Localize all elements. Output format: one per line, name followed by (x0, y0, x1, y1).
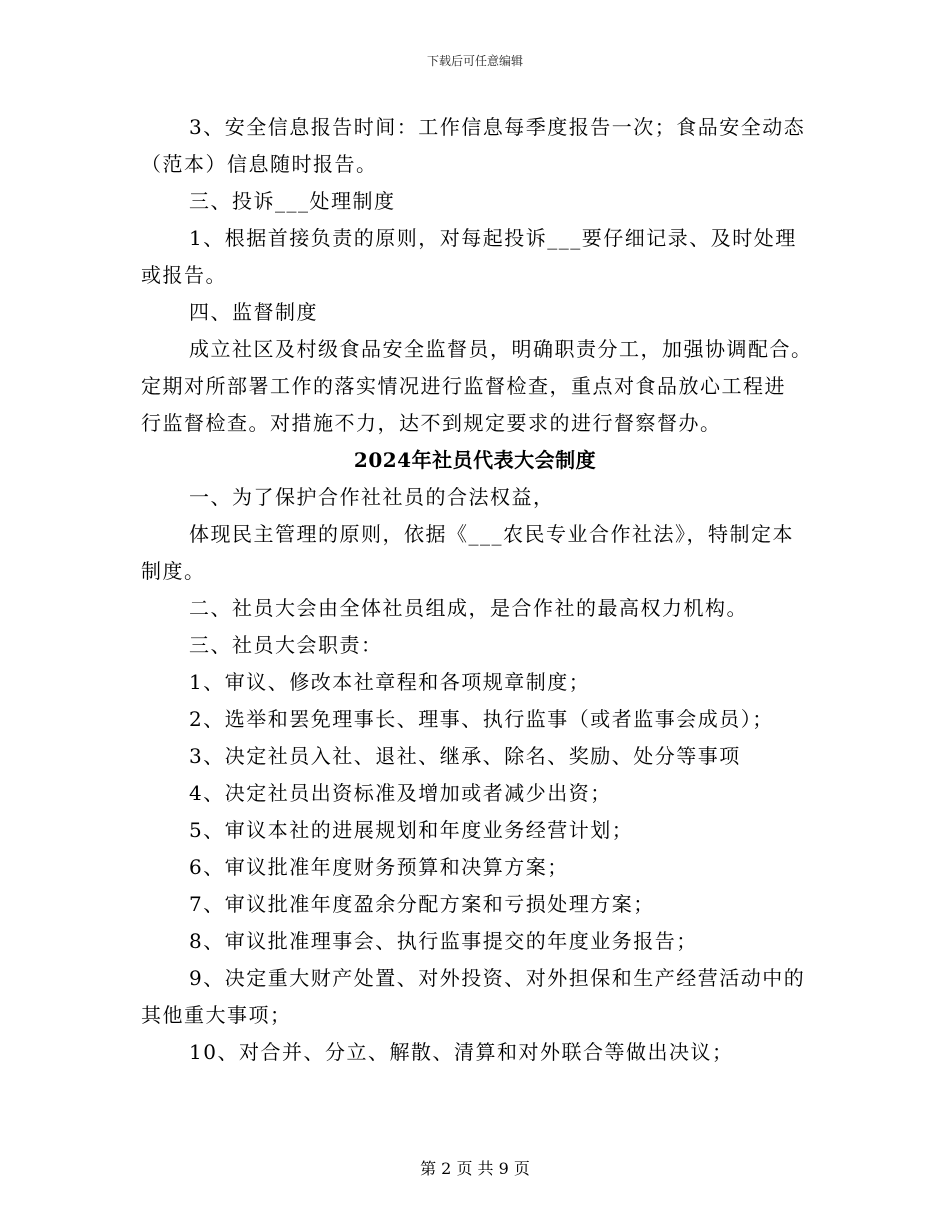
document-title: 2024年社员代表大会制度 (353, 448, 597, 472)
list-item-continuation: 其他重大事项； (141, 1003, 292, 1027)
paragraph-line: 定期对所部署工作的落实情况进行监督检查，重点对食品放心工程进 (141, 374, 786, 398)
paragraph-line: 1、根据首接负责的原则，对每起投诉___要仔细记录、及时处理 (189, 226, 797, 250)
paragraph-line: 体现民主管理的原则，依据《___农民专业合作社法》，特制定本 (189, 522, 794, 546)
paragraph-line: 一、为了保护合作社社员的合法权益， (189, 485, 555, 509)
list-item: 4、决定社员出资标准及增加或者减少出资； (189, 781, 612, 805)
page-number: 第 2 页 共 9 页 (420, 1159, 530, 1178)
paragraph-line: 行监督检查。对措施不力，达不到规定要求的进行督察督办。 (141, 411, 722, 435)
list-item: 6、审议批准年度财务预算和决算方案； (189, 855, 569, 879)
list-item: 2、选举和罢免理事长、理事、执行监事（或者监事会成员）； (189, 707, 774, 731)
paragraph-line: 制度。 (141, 559, 206, 583)
list-item: 9、决定重大财产处置、对外投资、对外担保和生产经营活动中的 (189, 966, 806, 990)
section-heading: 四、监督制度 (189, 300, 318, 324)
paragraph-line: 成立社区及村级食品安全监督员，明确职责分工，加强协调配合。 (189, 337, 813, 361)
list-item: 10、对合并、分立、解散、清算和对外联合等做出决议； (189, 1040, 734, 1064)
paragraph-line: 二、社员大会由全体社员组成，是合作社的最高权力机构。 (189, 596, 748, 620)
list-item: 1、审议、修改本社章程和各项规章制度； (189, 670, 591, 694)
page-header: 下载后可任意编辑 (426, 54, 523, 68)
list-item: 3、决定社员入社、退社、继承、除名、奖励、处分等事项 (189, 744, 741, 768)
list-item: 7、审议批准年度盈余分配方案和亏损处理方案； (189, 892, 655, 916)
document-body (141, 109, 813, 1071)
list-item: 8、审议批准理事会、执行监事提交的年度业务报告； (189, 929, 698, 953)
paragraph-line: （范本）信息随时报告。 (141, 152, 378, 176)
paragraph-line: 或报告。 (141, 263, 227, 287)
section-heading: 三、社员大会职责： (189, 633, 383, 657)
paragraph-line: 3、安全信息报告时间：工作信息每季度报告一次；食品安全动态 (189, 115, 806, 139)
section-heading: 三、投诉___处理制度 (189, 189, 396, 213)
list-item: 5、审议本社的进展规划和年度业务经营计划； (189, 818, 634, 842)
